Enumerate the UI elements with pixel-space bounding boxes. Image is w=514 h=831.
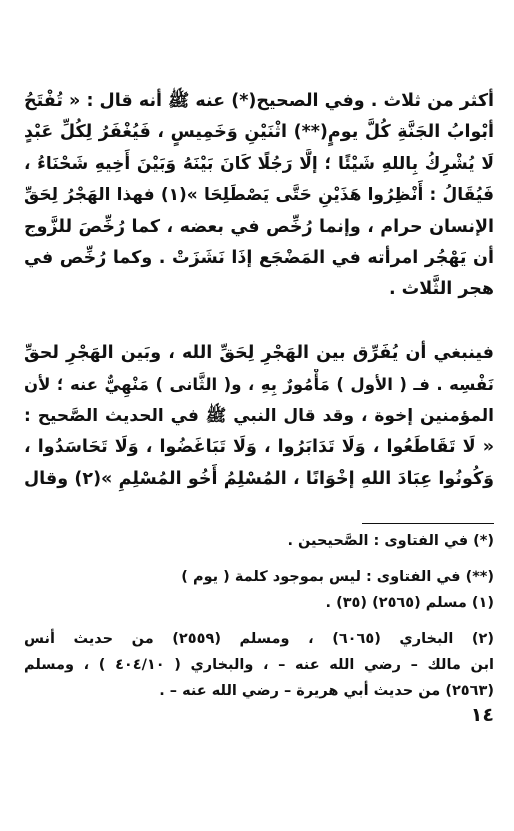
text-line: أكثر من ثلاث . وفي الصحيح(*) عنه ﷺ أنه قال : « تُفْتَحُ bbox=[24, 91, 494, 111]
footnotes bbox=[24, 528, 494, 704]
footnote-gap bbox=[24, 554, 494, 564]
footnote-separator-rule bbox=[362, 523, 494, 524]
text-line: وَكُونُوا عِبَادَ اللهِ إخْوَانًا ، المُسْلِمُ أَخُو المُسْلِمِ »(٢) وقال bbox=[24, 468, 494, 489]
footnote-gap bbox=[24, 616, 494, 626]
footnote-line: (**) في الفتاوى : ليس بموجود كلمة ( يوم ) bbox=[181, 569, 494, 585]
footnote-line: (٢) البخاري (٦٠٦٥) ، ومسلم (٢٥٥٩) من حديث أنس bbox=[24, 631, 494, 647]
footnote-line: (*) في الفتاوى : الصَّحيحين . bbox=[287, 533, 494, 549]
text-line: فَيُقَالُ : أَنْظِرُوا هَذَيْنِ حَتَّى يَصْطَلِحَا »(١) فهذا الهَجْرُ لِحَقِّ bbox=[24, 185, 494, 206]
text-line: فينبغي أن يُفَرِّق بين الهَجْرِ لِحَقِّ الله ، وبَين الهَجْرِ لحقِّ bbox=[24, 343, 494, 363]
footnote-line: (١) مسلم (٢٥٦٥) (٣٥) . bbox=[325, 595, 494, 611]
footnote-line: (٢٥٦٣) من حديث أبي هريرة – رضي الله عنه – . bbox=[159, 683, 494, 699]
text-line: هجر الثَّلاث . bbox=[388, 279, 494, 300]
main-paragraph-1 bbox=[24, 86, 494, 306]
main-paragraph-2 bbox=[24, 338, 494, 495]
text-line: نَفْسِه . فـ ( الأول ) مَأْمُورٌ بِهِ ، و( الثَّانى ) مَنْهِيٌّ عنه ؛ لأن bbox=[24, 375, 494, 395]
text-line: لَا يُشْرِكُ بِاللهِ شَيْئًا ؛ إلَّا رَجُلًا كَانَ بَيْنَهُ وَبَيْنَ أَخِيهِ شَحْنَاءُ ، bbox=[24, 153, 494, 174]
text-line: أن يَهْجُر امرأته في المَضْجَع إذَا نَشَزَتْ . وكما رُخِّص في bbox=[24, 248, 494, 269]
page-number: ١٤ bbox=[470, 704, 494, 726]
footnote-line: ابن مالك – رضي الله عنه – ، والبخاري ( ٤٠٤/١٠ ) ، ومسلم bbox=[24, 657, 494, 673]
text-line: « لَا تَقَاطَعُوا ، وَلَا تَدَابَرُوا ، وَلَا تَبَاغَضُوا ، وَلَا تَحَاسَدُوا ، bbox=[24, 437, 494, 458]
text-line: الإنسان حرام ، وإنما رُخِّص في بعضه ، كما رُخِّصَ للزَّوج bbox=[24, 216, 494, 237]
text-line: أبْوابُ الجَنَّةِ كُلَّ يومٍ(**) اثْنَيْنِ وَخَمِيسٍ ، فَيُغْفَرُ لِكُلِّ عَبْدٍ bbox=[24, 122, 494, 143]
text-line: المؤمنين إخوة ، وقد قال النبي ﷺ في الحديث الصَّحيح : bbox=[24, 405, 494, 426]
